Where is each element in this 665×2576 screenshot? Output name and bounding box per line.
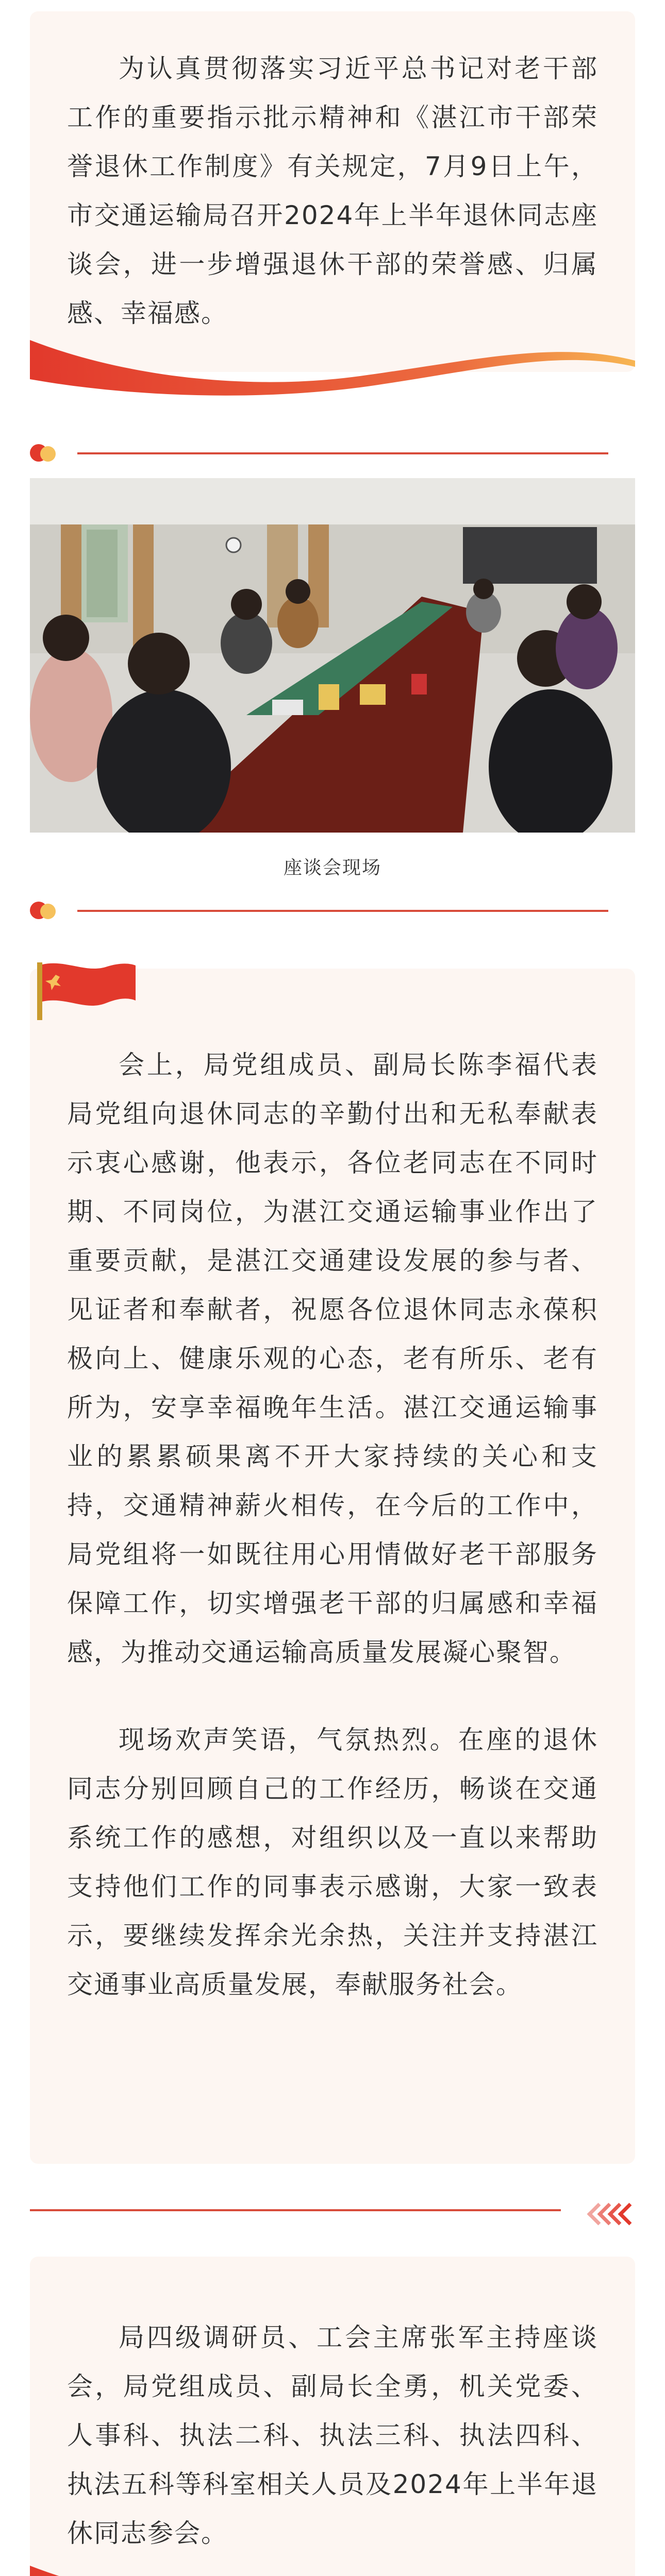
- speech-card: [30, 969, 635, 2164]
- divider-line: [77, 452, 608, 454]
- meeting-photo-illustration: [30, 478, 635, 833]
- divider-line: [77, 910, 608, 912]
- attendees-paragraph: 局四级调研员、工会主席张军主持座谈会，局党组成员、副局长全勇，机关党委、人事科、执法二科、执法三科、执法四科、执法五科等科室相关人员及2024年上半年退休同志参会。: [67, 2323, 598, 2548]
- attendees-card: [30, 2257, 635, 2576]
- yellow-dot-icon: [40, 904, 56, 919]
- meeting-photo: [30, 478, 635, 833]
- yellow-dot-icon: [40, 446, 56, 462]
- intro-wave-decoration: [30, 330, 635, 407]
- bottom-wave-decoration: [30, 2555, 635, 2576]
- divider-line: [30, 2209, 561, 2211]
- speech-paragraph-2: 现场欢声笑语，气氛热烈。在座的退休同志分别回顾自己的工作经历，畅谈在交通系统工作的感想，对组织以及一直以来帮助支持他们工作的同事表示感谢，大家一致表示，要继续发挥余光余热，关注并支持湛江交通事业高质量发展，奉献服务社会。: [67, 1725, 598, 1999]
- intro-paragraph: 为认真贯彻落实习近平总书记对老干部工作的重要指示批示精神和《湛江市干部荣誉退休工作制度》有关规定，7月9日上午，市交通运输局召开2024年上半年退休同志座谈会，进一步增强退休干部的荣誉感、归属感、幸福感。: [67, 54, 598, 328]
- speech-paragraph-1: 会上，局党组成员、副局长陈李福代表局党组向退休同志的辛勤付出和无私奉献表示衷心感谢，他表示，各位老同志在不同时期、不同岗位，为湛江交通运输事业作出了重要贡献，是湛江交通建设发展的参与者、见证者和奉献者，祝愿各位退休同志永葆积极向上、健康乐观的心态，老有所乐、老有所为，安享幸福晚年生活。湛江交通运输事业的累累硕果离不开大家持续的关心和支持，交通精神薪火相传，在今后的工作中，局党组将一如既往用心用情做好老干部服务保障工作，切实增强老干部的归属感和幸福感，为推动交通运输高质量发展凝心聚智。: [67, 1050, 598, 1667]
- party-flag-icon: [30, 959, 138, 1021]
- intro-card: [30, 11, 635, 372]
- photo-caption: 座谈会现场: [283, 857, 381, 878]
